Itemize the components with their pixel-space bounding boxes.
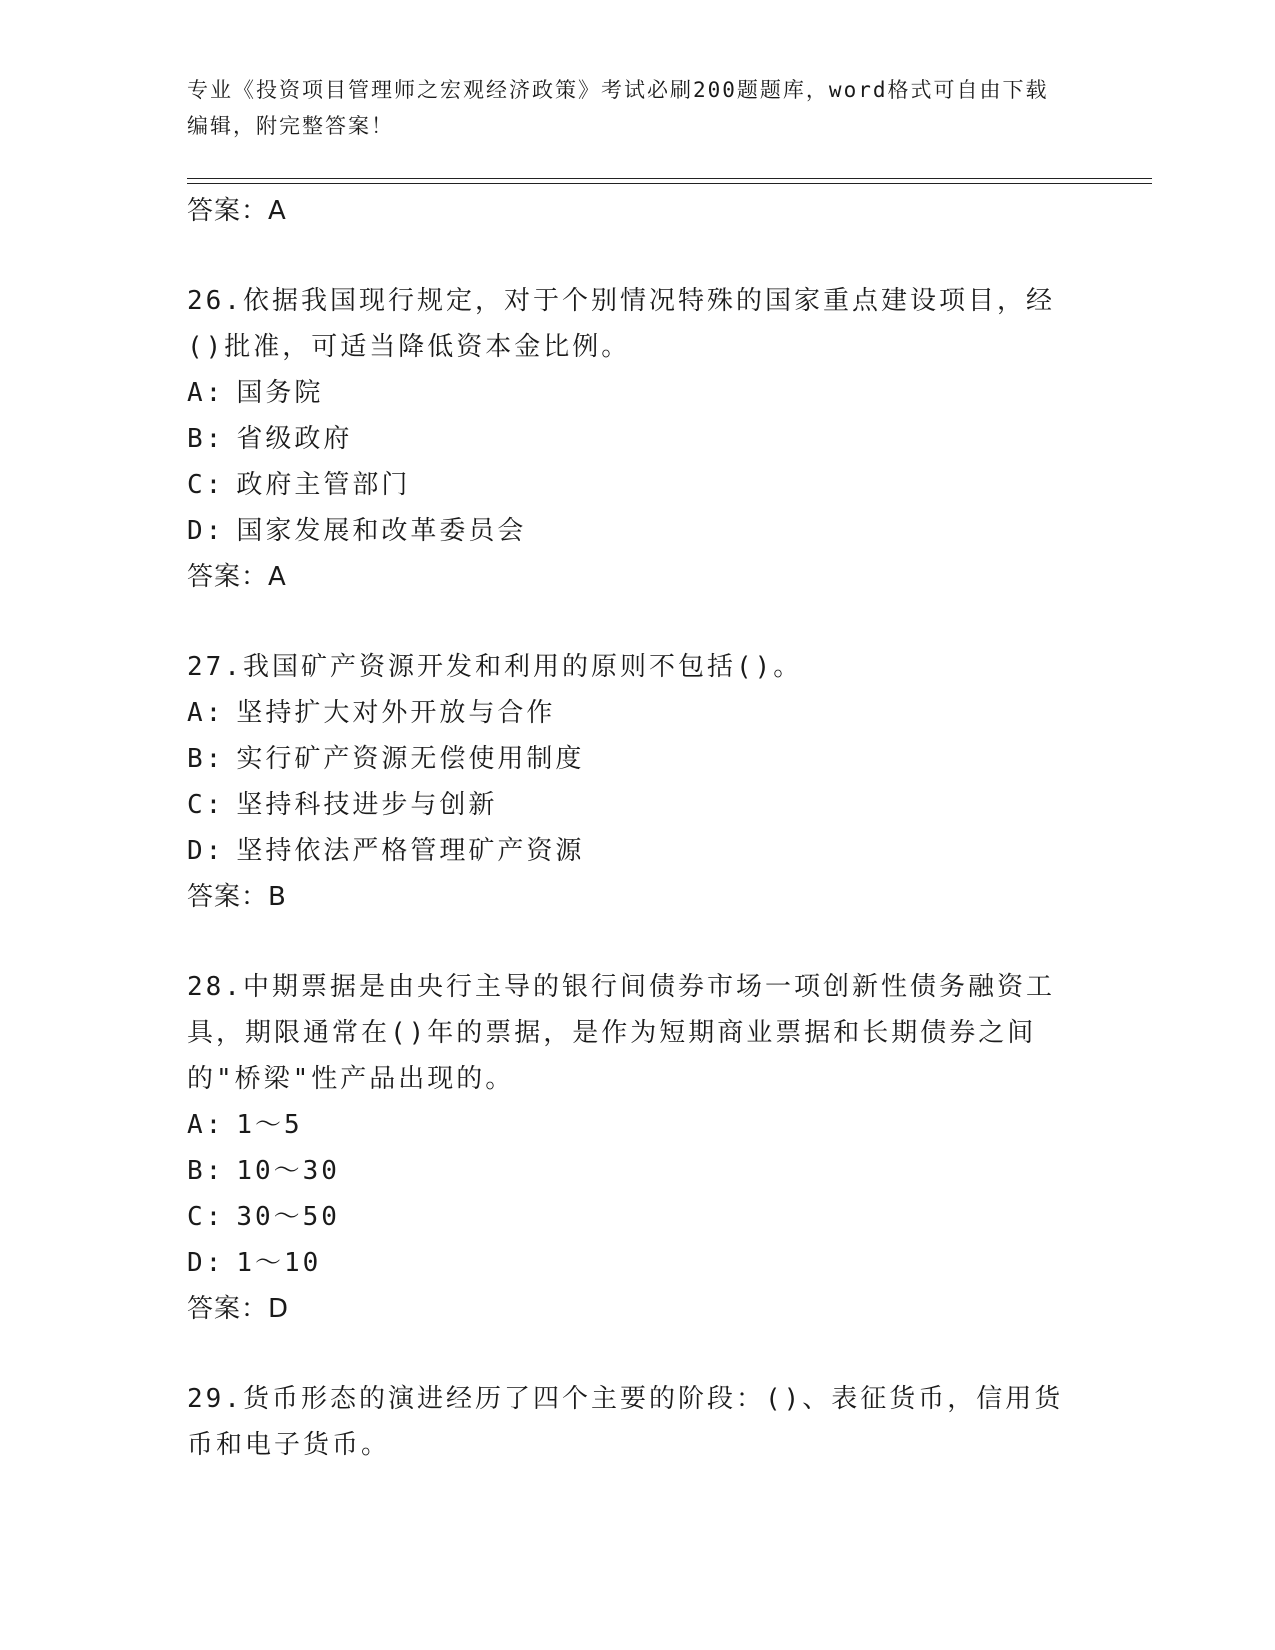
question-text: 29.货币形态的演进经历了四个主要的阶段：()、表征货币，信用货币和电子货币。 [187,1384,1064,1460]
option-d: D: 坚持依法严格管理矿产资源 [187,836,585,866]
header-divider-bottom [187,183,1152,184]
answer-25: 答案：A [187,196,287,226]
answer: 答案：B [187,882,287,912]
option-b: B: 10～30 [187,1156,340,1186]
header-text: 专业《投资项目管理师之宏观经济政策》考试必刷200题题库，word格式可自由下载编辑，附完整答案！ [187,78,1049,138]
option-c: C: 政府主管部门 [187,470,411,500]
option-a: A: 坚持扩大对外开放与合作 [187,698,556,728]
question-text: 28.中期票据是由央行主导的银行间债券市场一项创新性债务融资工具，期限通常在()年的票据，是作为短期商业票据和长期债券之间的"桥梁"性产品出现的。 [187,972,1055,1094]
option-a: A: 国务院 [187,378,324,408]
question-text: 26.依据我国现行规定，对于个别情况特殊的国家重点建设项目，经()批准，可适当降低资本金比例。 [187,286,1055,362]
option-b: B: 实行矿产资源无偿使用制度 [187,744,585,774]
answer: 答案：A [187,562,287,592]
option-a: A: 1～5 [187,1110,303,1140]
question-26 [187,278,1087,600]
question-29 [187,1376,1087,1468]
question-27 [187,644,1087,920]
question-list [187,188,1087,1468]
question-28 [187,964,1087,1332]
option-d: D: 1～10 [187,1248,322,1278]
answer: 答案：D [187,1294,290,1324]
header-divider-top [187,178,1152,179]
document-header [187,72,1067,144]
option-c: C: 坚持科技进步与创新 [187,790,498,820]
option-b: B: 省级政府 [187,424,353,454]
option-c: C: 30～50 [187,1202,340,1232]
option-d: D: 国家发展和改革委员会 [187,516,527,546]
question-text: 27.我国矿产资源开发和利用的原则不包括()。 [187,652,803,682]
